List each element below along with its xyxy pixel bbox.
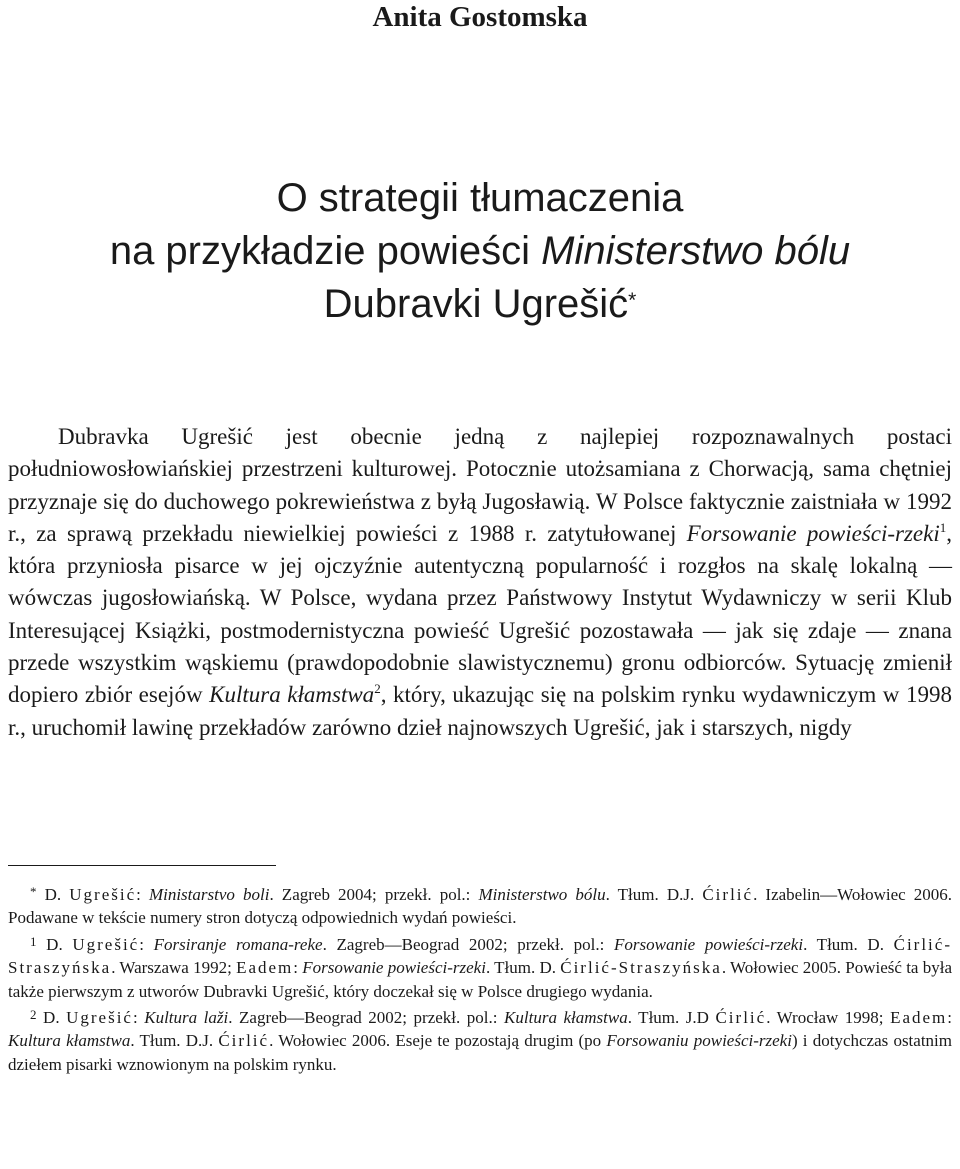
fn-text: . Tłum. D. <box>803 934 894 954</box>
fn-italic-title: Forsowanie powieści-rzeki <box>613 934 804 954</box>
footnote-mark: 2 <box>30 1007 37 1023</box>
title-line-1: O strategii tłumaczenia <box>276 176 684 220</box>
fn-italic-title: Kultura kłamstwa <box>504 1008 628 1028</box>
fn-text: . Wołowiec 2005. Powieść ta była także pierwszym z utworów Dubravki Ugrešić, który doczekał się w Polsce drugiego wydania. <box>8 958 952 1001</box>
fn-text: : <box>947 1008 953 1028</box>
fn-italic-title: Ministarstvo boli <box>148 885 270 904</box>
title-line-2 <box>0 225 960 278</box>
fn-text: . Tłum. D.J. <box>605 885 703 904</box>
fn-author-name: Ugrešić <box>66 1008 133 1028</box>
footnotes <box>8 880 952 1076</box>
fn-text: . Wrocław 1998; <box>766 1008 891 1028</box>
footnote-2 <box>8 1003 952 1076</box>
fn-italic-title: Forsowaniu powieści-rzeki <box>606 1031 792 1051</box>
fn-text: . Zagreb—Beograd 2002; przekł. pol.: <box>322 934 614 954</box>
body-text-run: , który, ukazując się na polskim rynku wydawniczym w 1998 r., uruchomił lawinę przekładów zarówno dzieł najnowszych Ugrešić, jak i starszych, nigdy <box>8 682 952 740</box>
fn-italic-title: Kultura laži <box>144 1008 229 1028</box>
fn-text: . Warszawa 1992; <box>111 958 237 978</box>
fn-text: ) i dotychczas ostatnim dziełem pisarki wznowionym na polskim rynku. <box>8 1031 952 1074</box>
fn-text: : <box>136 885 149 904</box>
fn-text: D. <box>43 1008 67 1028</box>
body-text <box>8 421 952 744</box>
fn-text: . Izabelin—Wołowiec 2006. Podawane w tekście numery stron dotyczą odpowiednich wydań powieści. <box>8 885 953 928</box>
fn-text: . Zagreb—Beograd 2002; przekł. pol.: <box>228 1008 505 1028</box>
body-italic-title: Kultura kłamstwa <box>209 682 375 708</box>
body-text-run: , która przyniosła pisarce w jej ojczyźnie autentyczną popularność i rozgłos na skalę lokalną — wówczas jugosłowiańską. W Polsce, wydana przez Państwowy Instytut Wydawniczy w serii Klub Interesującej Książki, postmodernistyczna powieść Ugrešić pozostawała — jak się zdaje — znana przede wszystkim wąskiemu (prawdopodobnie slawistycznemu) gronu odbiorców. Sytuację zmienił dopiero zbiór esejów <box>8 520 952 708</box>
fn-author-name: Ugrešić <box>69 885 137 904</box>
footnote-mark: * <box>30 884 37 899</box>
body-italic-title: Forsowanie powieści-rzeki <box>686 520 940 546</box>
author-name: Anita Gostomska <box>372 1 588 33</box>
title-line-3 <box>0 278 960 331</box>
fn-eadem: Eadem <box>890 1008 948 1028</box>
footnote-ref-2: 2 <box>374 681 381 697</box>
fn-italic-title: Forsowanie powieści-rzeki <box>302 958 486 978</box>
body-text-run: Dubravka Ugrešić jest obecnie jedną z najlepiej rozpoznawalnych postaci południowosłowiańskiej przestrzeni kulturowej. Potocznie utożsamiana z Chorwacją, sama chętniej przyznaje się do duchowego pokrewieństwa z byłą Jugosławią. W Polsce faktycznie zaistniała w 1992 r., za sprawą przekładu niewielkiej powieści z 1988 r. zatytułowanej <box>8 424 952 546</box>
fn-text: : <box>139 934 154 954</box>
title-line-2-text: na przykładzie powieści <box>109 229 542 273</box>
footnote-1 <box>8 930 952 1003</box>
body-paragraph <box>8 421 952 744</box>
title-footnote-marker: * <box>628 289 637 312</box>
fn-translator-name: Ćirlić <box>218 1031 270 1051</box>
fn-italic-title: Forsiranje romana-reke <box>153 934 323 954</box>
fn-text: . Wołowiec 2006. Eseje te pozostają drugim (po <box>269 1031 607 1051</box>
title-italic-work: Ministerstwo bólu <box>541 229 851 273</box>
footnote-ref-1: 1 <box>939 519 947 535</box>
fn-translator-name: Ćirlić-Straszyńska <box>8 934 952 978</box>
fn-translator-name: Ćirlić-Straszyńska <box>560 958 722 978</box>
fn-text: D. <box>44 885 70 904</box>
fn-text: : <box>132 1008 145 1028</box>
fn-author-name: Ugrešić <box>72 934 140 954</box>
fn-italic-title: Ministerstwo bólu <box>478 885 606 904</box>
footnote-separator <box>8 865 276 866</box>
fn-text: D. <box>46 934 73 954</box>
fn-text: . Tłum. D. <box>485 958 561 978</box>
fn-translator-name: Ćirlić <box>715 1008 767 1028</box>
fn-text: . Tłum. D.J. <box>130 1031 219 1051</box>
fn-italic-title: Kultura kłamstwa <box>8 1031 131 1051</box>
fn-text: . Tłum. J.D <box>627 1008 716 1028</box>
article-title <box>0 172 960 331</box>
fn-text: . Zagreb 2004; przekł. pol.: <box>269 885 479 904</box>
fn-eadem: Eadem <box>236 958 294 978</box>
fn-text: : <box>293 958 303 978</box>
fn-translator-name: Ćirlić <box>702 885 754 904</box>
footnote-mark: 1 <box>30 933 37 949</box>
title-line-3-text: Dubravki Ugrešić <box>323 282 629 326</box>
footnote-star <box>8 880 952 930</box>
